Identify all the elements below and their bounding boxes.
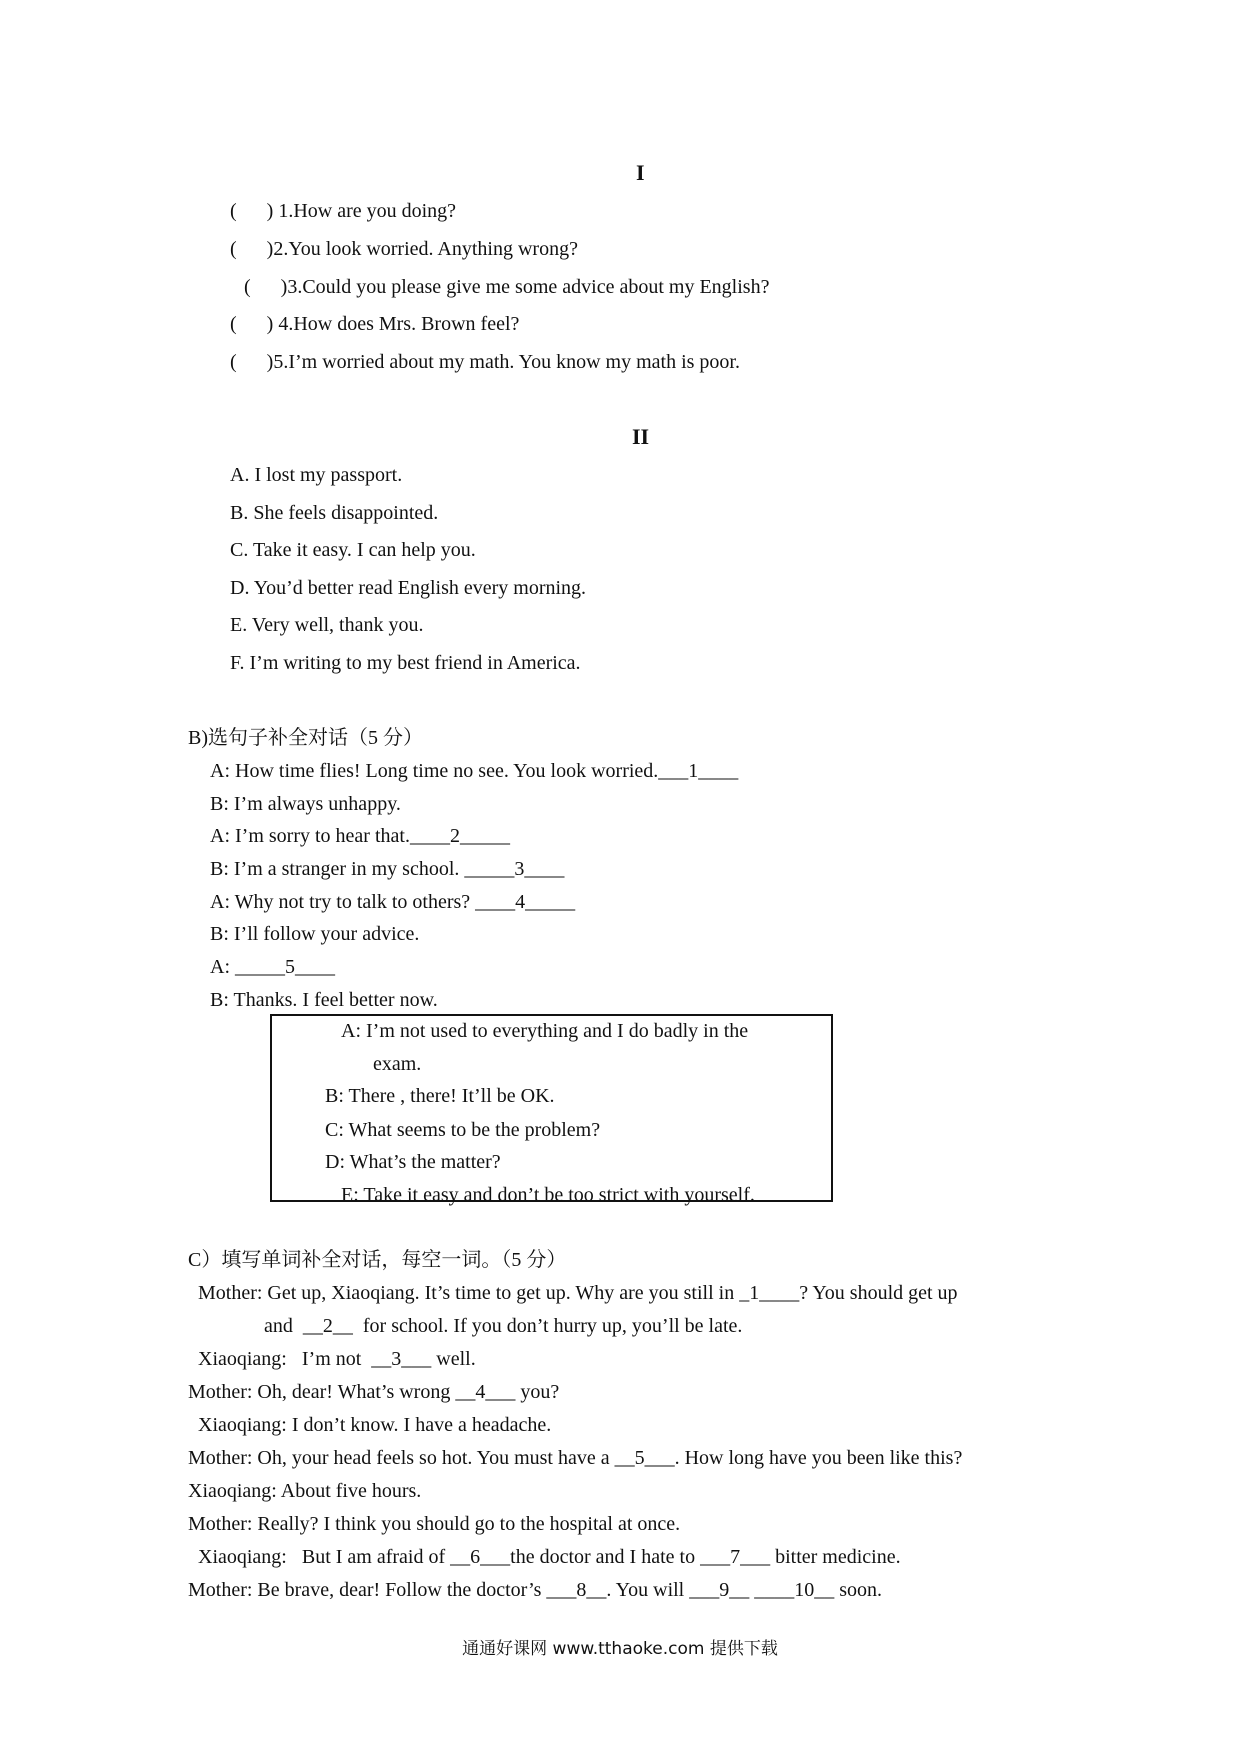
dialogue-b-line-3: A: I’m sorry to hear that.____2_____ xyxy=(210,825,510,847)
dialogue-c-line-3: Xiaoqiang: I’m not __3___ well. xyxy=(198,1348,476,1370)
dialogue-c-line-5: Xiaoqiang: I don’t know. I have a headache. xyxy=(198,1414,552,1436)
dialogue-b-line-4: B: I’m a stranger in my school. _____3____ xyxy=(210,858,565,880)
box-option-c: C: What seems to be the problem? xyxy=(325,1119,601,1141)
dialogue-c-line-1: Mother: Get up, Xiaoqiang. It’s time to get up. Why are you still in _1____? You should get up xyxy=(198,1282,958,1304)
page-footer: 通通好课网 www.tthaoke.com 提供下载 xyxy=(462,1639,778,1659)
dialogue-c-line-8: Mother: Really? I think you should go to the hospital at once. xyxy=(188,1513,681,1535)
question-5: ( )5.I’m worried about my math. You know my math is poor. xyxy=(230,351,740,373)
question-2: ( )2.You look worried. Anything wrong? xyxy=(230,238,578,260)
box-option-b: B: There , there! It’ll be OK. xyxy=(325,1085,555,1107)
dialogue-b-line-2: B: I’m always unhappy. xyxy=(210,793,401,815)
option-e: E. Very well, thank you. xyxy=(230,614,424,636)
dialogue-c-line-6: Mother: Oh, your head feels so hot. You must have a __5___. How long have you been like this? xyxy=(188,1447,963,1469)
dialogue-c-line-2: and __2__ for school. If you don’t hurry up, you’ll be late. xyxy=(264,1315,743,1337)
dialogue-c-line-4: Mother: Oh, dear! What’s wrong __4___ you? xyxy=(188,1381,560,1403)
dialogue-c-line-10: Mother: Be brave, dear! Follow the doctor’s ___8__. You will ___9__ ____10__ soon. xyxy=(188,1579,883,1601)
section-b-title: B)选句子补全对话（5 分） xyxy=(188,727,423,749)
dialogue-b-line-7: A: _____5____ xyxy=(210,956,335,978)
option-a: A. I lost my passport. xyxy=(230,464,403,486)
box-option-d: D: What’s the matter? xyxy=(325,1151,501,1173)
question-3: ( )3.Could you please give me some advice about my English? xyxy=(244,276,770,298)
box-option-a-cont: exam. xyxy=(373,1053,422,1075)
dialogue-b-line-5: A: Why not try to talk to others? ____4_____ xyxy=(210,891,576,913)
option-d: D. You’d better read English every morning. xyxy=(230,577,587,599)
option-f: F. I’m writing to my best friend in America. xyxy=(230,652,581,674)
dialogue-b-line-8: B: Thanks. I feel better now. xyxy=(210,989,438,1011)
dialogue-b-line-6: B: I’ll follow your advice. xyxy=(210,923,420,945)
box-option-e: E: Take it easy and don’t be too strict with yourself. xyxy=(341,1184,755,1206)
question-1: ( ) 1.How are you doing? xyxy=(230,200,457,222)
section-two-heading: II xyxy=(632,424,650,449)
dialogue-c-line-7: Xiaoqiang: About five hours. xyxy=(188,1480,422,1502)
box-option-a: A: I’m not used to everything and I do badly in the xyxy=(341,1020,749,1042)
dialogue-c-line-9: Xiaoqiang: But I am afraid of __6___the doctor and I hate to ___7___ bitter medicine. xyxy=(198,1546,901,1568)
option-c: C. Take it easy. I can help you. xyxy=(230,539,476,561)
dialogue-b-line-1: A: How time flies! Long time no see. You look worried.___1____ xyxy=(210,760,739,782)
option-b: B. She feels disappointed. xyxy=(230,502,439,524)
question-4: ( ) 4.How does Mrs. Brown feel? xyxy=(230,313,520,335)
section-one-heading: I xyxy=(636,160,645,185)
section-c-title: C）填写单词补全对话，每空一词。（5 分） xyxy=(188,1249,567,1271)
